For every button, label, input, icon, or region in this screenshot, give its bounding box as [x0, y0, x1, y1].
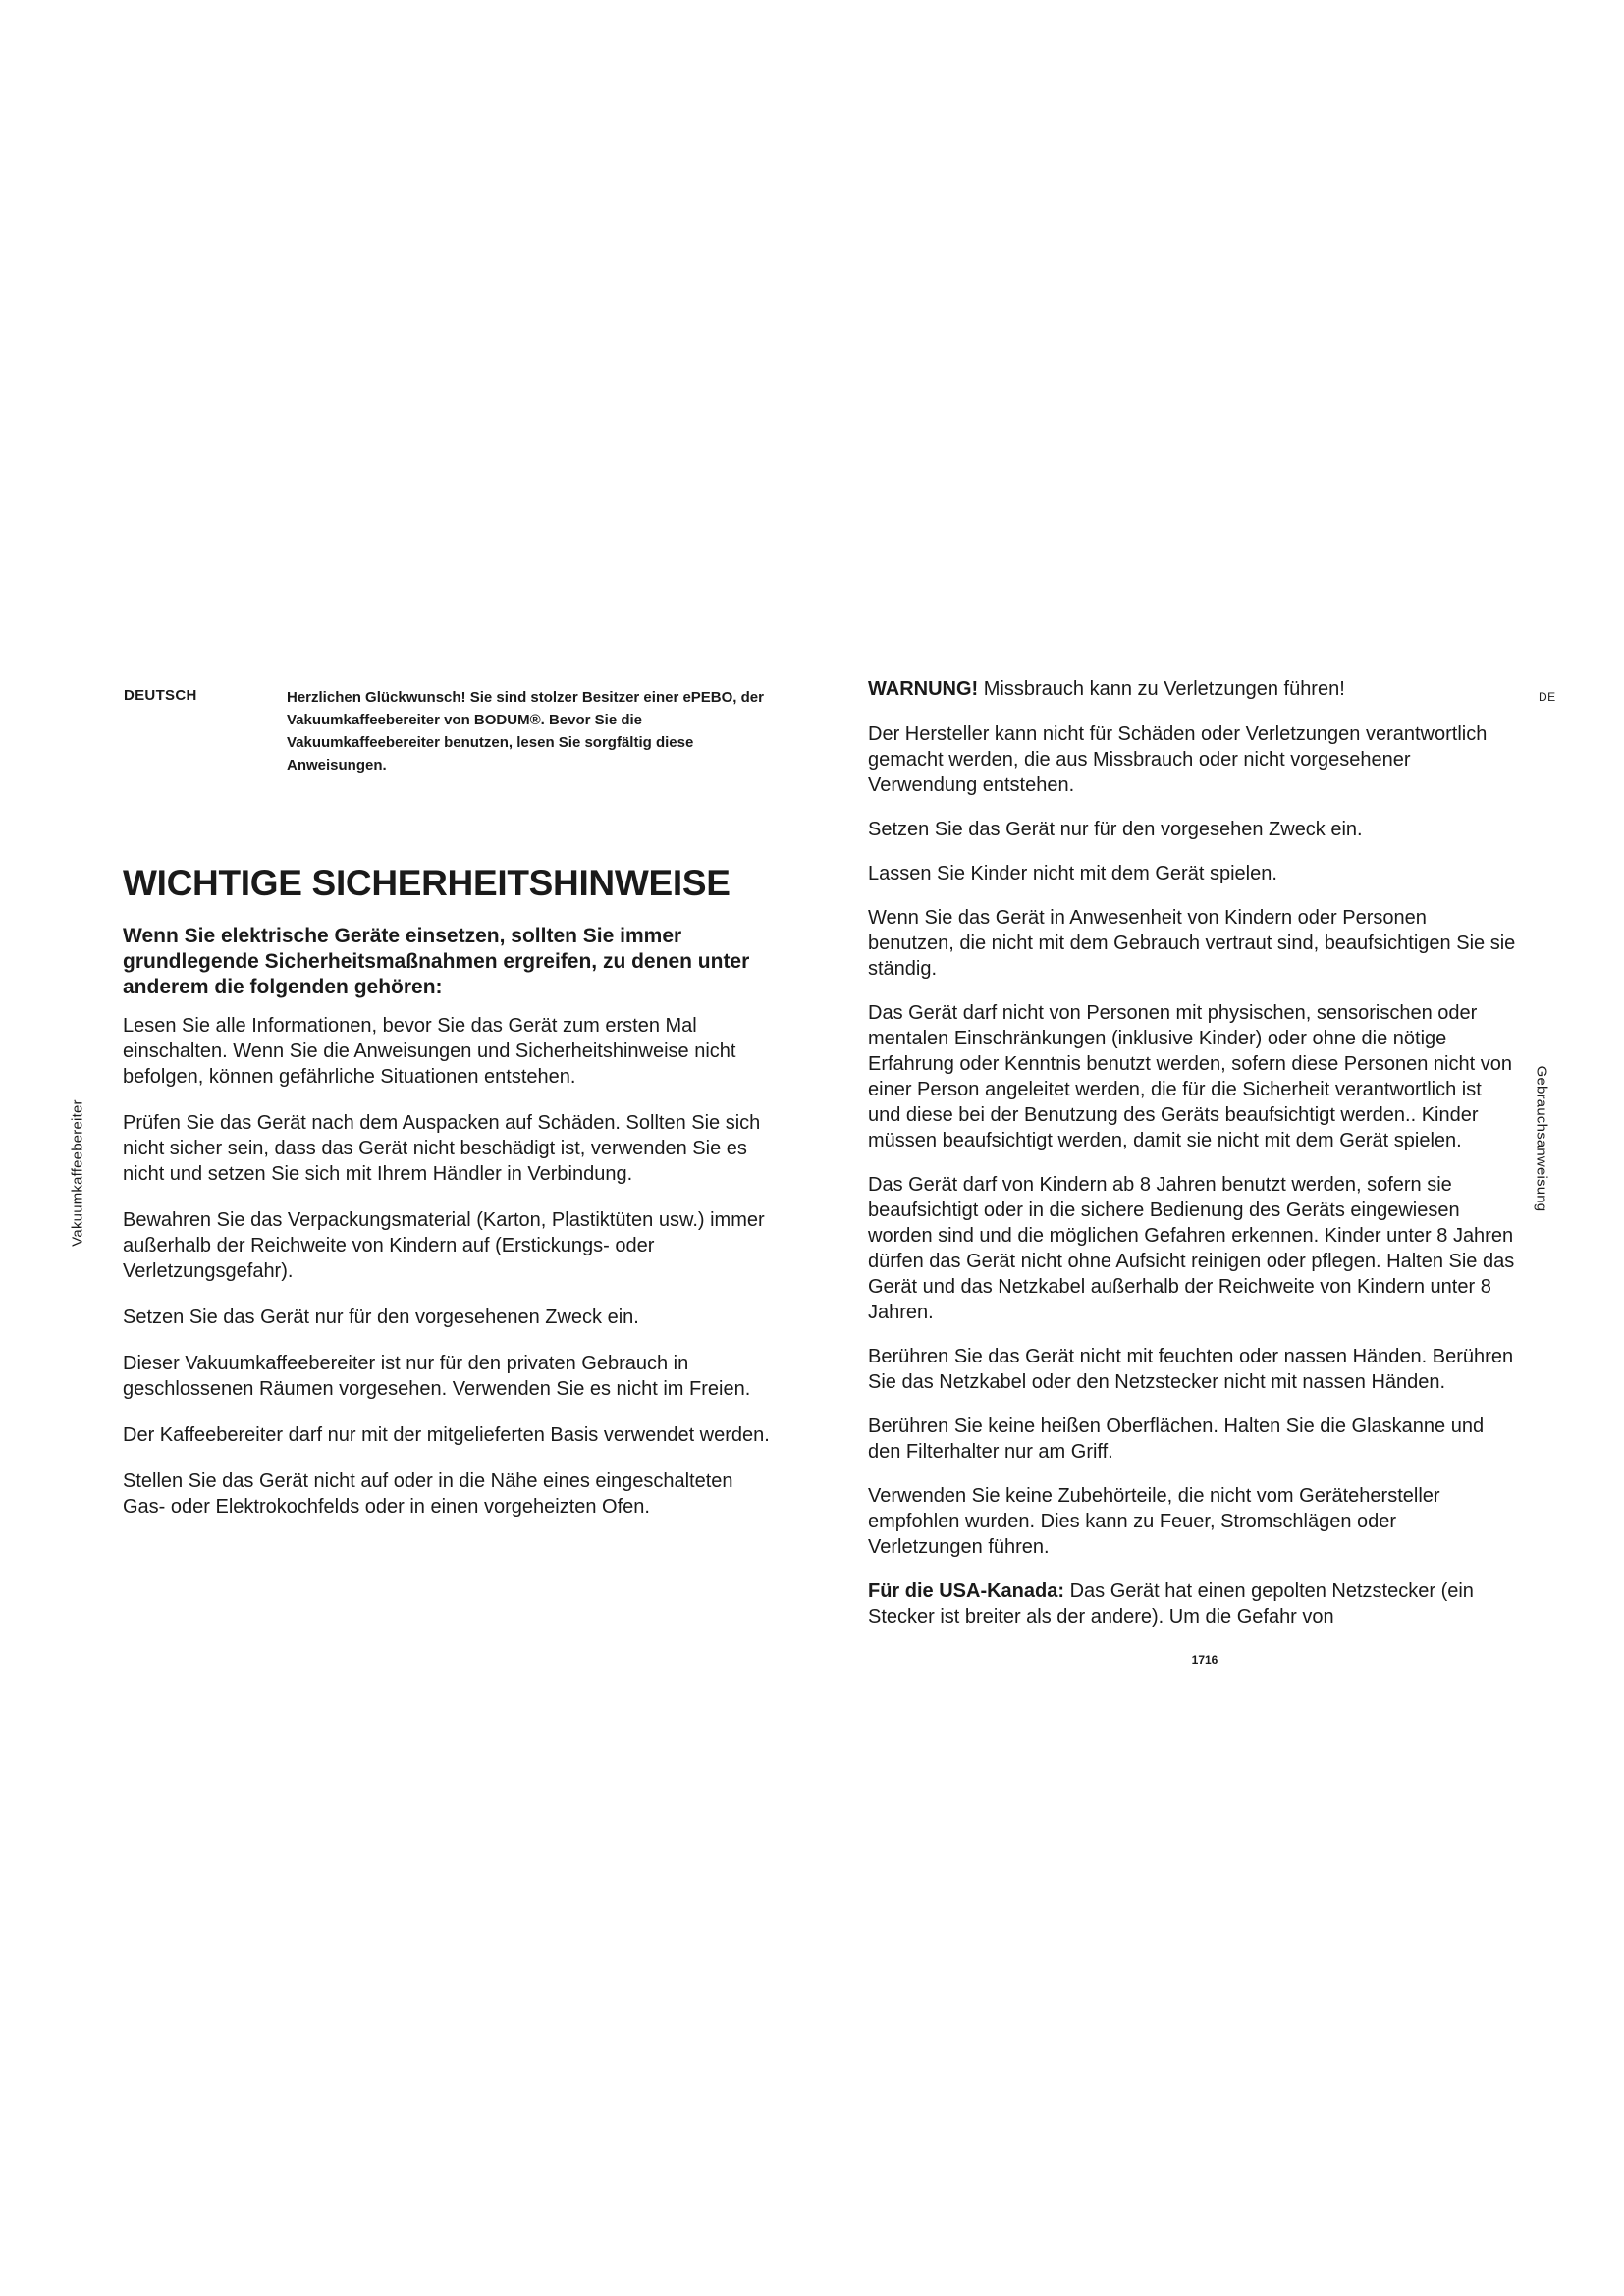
safety-paragraph: Das Gerät darf nicht von Personen mit physischen, sensorischen oder mentalen Einschränkungen (inklusive Kinder) oder ohne die nötige Erfahrung oder Kenntnis benutzt werden, sofern diese Personen nicht von einer Person angeleitet werden, die für die Sicherheit verantwortlich ist und diese bei der Benutzung des Geräts beaufsichtigt werden.. Kinder müssen beaufsichtigt werden, damit sie nicht mit dem Gerät spielen. — [868, 1002, 1512, 1151]
safety-paragraph: Berühren Sie keine heißen Oberflächen. Halten Sie die Glaskanne und den Filterhalter nur am Griff. — [868, 1415, 1485, 1463]
page-number: 1716 — [1191, 1653, 1218, 1667]
safety-paragraph: Stellen Sie das Gerät nicht auf oder in die Nähe eines eingeschalteten Gas- oder Elektrokochfelds oder in einen vorgeheizten Ofen. — [123, 1470, 733, 1518]
safety-subheading: Wenn Sie elektrische Geräte einsetzen, sollten Sie immer grundlegende Sicherheitsmaßnahmen ergreifen, zu denen unter anderem die folgenden gehören: — [123, 925, 750, 998]
left-column — [123, 1013, 776, 1540]
safety-paragraph: Bewahren Sie das Verpackungsmaterial (Karton, Plastiktüten usw.) immer außerhalb der Reichweite von Kindern auf (Erstickungs- oder Verletzungsgefahr). — [123, 1209, 765, 1282]
language-code: DE — [1539, 690, 1556, 704]
right-column — [868, 676, 1516, 1648]
safety-paragraph: Verwenden Sie keine Zubehörteile, die nicht vom Gerätehersteller empfohlen wurden. Dies kann zu Feuer, Stromschlägen oder Verletzungen führen. — [868, 1485, 1440, 1558]
warning-label: WARNUNG! — [868, 678, 979, 700]
safety-paragraph: Berühren Sie das Gerät nicht mit feuchten oder nassen Händen. Berühren Sie das Netzkabel oder den Netzstecker nicht mit nassen Händen. — [868, 1346, 1514, 1393]
safety-paragraph: Wenn Sie das Gerät in Anwesenheit von Kindern oder Personen benutzen, die nicht mit dem Gebrauch vertraut sind, beaufsichtigen Sie sie ständig. — [868, 907, 1516, 980]
safety-paragraph: Setzen Sie das Gerät nur für den vorgesehen Zweck ein. — [868, 819, 1363, 840]
safety-paragraph: Der Kaffeebereiter darf nur mit der mitgelieferten Basis verwendet werden. — [123, 1424, 770, 1446]
intro-text: Herzlichen Glückwunsch! Sie sind stolzer Besitzer einer ePEBO, der Vakuumkaffeebereiter von BODUM®. Bevor Sie die Vakuumkaffeebereiter benutzen, lesen Sie sorgfältig diese Anweisungen. — [287, 689, 764, 774]
usa-text: Das Gerät hat einen gepolten Netzstecker (ein Stecker ist breiter als der andere). Um die Gefahr von — [868, 1580, 1474, 1628]
safety-paragraph: Lassen Sie Kinder nicht mit dem Gerät spielen. — [868, 863, 1277, 884]
safety-paragraph: Der Hersteller kann nicht für Schäden oder Verletzungen verantwortlich gemacht werden, die aus Missbrauch oder nicht vorgesehener Verwendung entstehen. — [868, 723, 1488, 796]
warning-paragraph — [868, 676, 1516, 702]
warning-text: Missbrauch kann zu Verletzungen führen! — [978, 678, 1345, 700]
safety-paragraph: Lesen Sie alle Informationen, bevor Sie das Gerät zum ersten Mal einschalten. Wenn Sie die Anweisungen und Sicherheitshinweise nicht befolgen, können gefährliche Situationen entstehen. — [123, 1015, 736, 1088]
safety-paragraph: Das Gerät darf von Kindern ab 8 Jahren benutzt werden, sofern sie beaufsichtigt oder in die sichere Bedienung des Geräts eingewiesen worden sind und die möglichen Gefahren erkennen. Kinder unter 8 Jahren dürfen das Gerät nicht ohne Aufsicht reinigen oder pflegen. Halten Sie das Gerät und das Netzkabel außerhalb der Reichweite von Kindern unter 8 Jahren. — [868, 1174, 1515, 1323]
language-label: DEUTSCH — [124, 687, 197, 704]
usa-paragraph — [868, 1578, 1516, 1629]
usa-label: Für die USA-Kanada: — [868, 1580, 1065, 1602]
safety-paragraph: Dieser Vakuumkaffeebereiter ist nur für den privaten Gebrauch in geschlossenen Räumen vorgesehen. Verwenden Sie es nicht im Freien. — [123, 1353, 751, 1400]
safety-paragraph: Setzen Sie das Gerät nur für den vorgesehenen Zweck ein. — [123, 1307, 639, 1328]
manual-label-vertical: Gebrauchsanweisung — [1533, 1065, 1550, 1212]
page-title: WICHTIGE SICHERHEITSHINWEISE — [123, 863, 731, 903]
safety-paragraph: Prüfen Sie das Gerät nach dem Auspacken auf Schäden. Sollten Sie sich nicht sicher sein, dass das Gerät nicht beschädigt ist, verwenden Sie es nicht und setzen Sie sich mit Ihrem Händler in Verbindung. — [123, 1112, 761, 1185]
product-name-vertical: Vakuumkaffeebereiter — [69, 1099, 86, 1247]
